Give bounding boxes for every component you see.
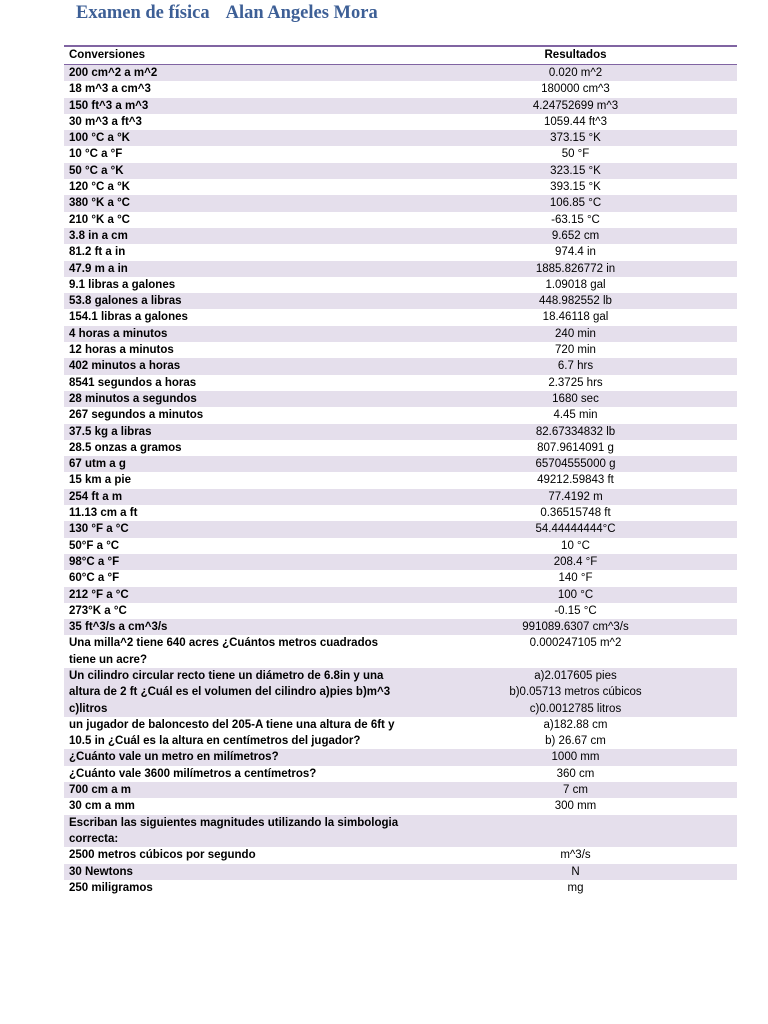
result-cell: -0.15 °C [414, 603, 737, 619]
result-cell: 240 min [414, 326, 737, 342]
table-row [64, 163, 737, 179]
table-row [64, 603, 737, 619]
result-cell: 180000 cm^3 [414, 81, 737, 97]
conversion-cell: 50 °C a °K [64, 163, 414, 179]
table-row [64, 342, 737, 358]
conversion-cell: 12 horas a minutos [64, 342, 414, 358]
cell-line: correcta: [69, 832, 119, 845]
table-row [64, 456, 737, 472]
cell-line: altura de 2 ft ¿Cuál es el volumen del cilindro a)pies b)m^3 [69, 686, 391, 699]
result-cell: 720 min [414, 342, 737, 358]
conversion-cell: 2500 metros cúbicos por segundo [64, 847, 414, 863]
result-cell: 4.24752699 m^3 [414, 98, 737, 114]
conversion-cell [64, 668, 414, 717]
cell-line: a)182.88 cm [543, 718, 608, 731]
table-row [64, 570, 737, 586]
table-row [64, 65, 737, 82]
cell-line: b)0.05713 metros cúbicos [509, 686, 642, 699]
table-row [64, 668, 737, 717]
result-cell: 9.652 cm [414, 228, 737, 244]
conversion-cell: 250 miligramos [64, 880, 414, 896]
table-row [64, 391, 737, 407]
result-cell [414, 668, 737, 717]
table-row [64, 815, 737, 848]
conversion-cell: 18 m^3 a cm^3 [64, 81, 414, 97]
table-header-row [64, 46, 737, 65]
result-cell: 448.982552 lb [414, 293, 737, 309]
result-cell: 65704555000 g [414, 456, 737, 472]
conversion-cell: 212 °F a °C [64, 587, 414, 603]
cell-line: un jugador de baloncesto del 205-A tiene una altura de 6ft y [69, 718, 395, 731]
conversion-cell: 30 cm a mm [64, 798, 414, 814]
result-cell: 54.44444444°C [414, 521, 737, 537]
header-resultados: Resultados [414, 46, 737, 65]
conversion-cell: 30 m^3 a ft^3 [64, 114, 414, 130]
result-cell: 0.36515748 ft [414, 505, 737, 521]
result-cell [414, 635, 737, 668]
table-row [64, 440, 737, 456]
exam-author: Alan Angeles Mora [225, 3, 378, 23]
result-cell: 807.9614091 g [414, 440, 737, 456]
cell-line: tiene un acre? [69, 653, 147, 666]
table-row [64, 326, 737, 342]
result-cell: 18.46118 gal [414, 309, 737, 325]
conversion-cell: 8541 segundos a horas [64, 375, 414, 391]
result-cell: 7 cm [414, 782, 737, 798]
table-row [64, 489, 737, 505]
result-cell: 49212.59843 ft [414, 472, 737, 488]
result-cell: 373.15 °K [414, 130, 737, 146]
table-row [64, 587, 737, 603]
cell-line: c)litros [69, 702, 108, 715]
table-row [64, 228, 737, 244]
table-row [64, 798, 737, 814]
result-cell: 50 °F [414, 146, 737, 162]
conversion-cell: 98°C a °F [64, 554, 414, 570]
table-row [64, 179, 737, 195]
conversion-cell: 150 ft^3 a m^3 [64, 98, 414, 114]
conversion-cell: 380 °K a °C [64, 195, 414, 211]
conversion-cell: 10 °C a °F [64, 146, 414, 162]
table-row [64, 538, 737, 554]
table-row [64, 261, 737, 277]
result-cell: 106.85 °C [414, 195, 737, 211]
result-cell: 1680 sec [414, 391, 737, 407]
result-cell: 6.7 hrs [414, 358, 737, 374]
result-cell: N [414, 864, 737, 880]
cell-line: 0.000247105 m^2 [529, 637, 622, 650]
result-cell: 82.67334832 lb [414, 424, 737, 440]
table-row [64, 81, 737, 97]
result-cell: 1885.826772 in [414, 261, 737, 277]
result-cell: m^3/s [414, 847, 737, 863]
conversion-cell: 11.13 cm a ft [64, 505, 414, 521]
cell-line: Un cilindro circular recto tiene un diámetro de 6.8in y una [69, 669, 384, 682]
conversion-cell: 9.1 libras a galones [64, 277, 414, 293]
table-row [64, 749, 737, 765]
table-row [64, 864, 737, 880]
table-row [64, 146, 737, 162]
result-cell: mg [414, 880, 737, 896]
conversion-cell: 130 °F a °C [64, 521, 414, 537]
result-cell [414, 815, 737, 848]
result-cell: 393.15 °K [414, 179, 737, 195]
conversion-cell: 50°F a °C [64, 538, 414, 554]
conversion-cell: 37.5 kg a libras [64, 424, 414, 440]
result-cell: 208.4 °F [414, 554, 737, 570]
conversions-table [64, 45, 737, 896]
table-row [64, 521, 737, 537]
table-row [64, 358, 737, 374]
result-cell: 140 °F [414, 570, 737, 586]
table-row [64, 635, 737, 668]
conversion-cell: 47.9 m a in [64, 261, 414, 277]
conversion-cell: 30 Newtons [64, 864, 414, 880]
table-row [64, 407, 737, 423]
table-row [64, 375, 737, 391]
conversion-cell: 67 utm a g [64, 456, 414, 472]
conversion-cell [64, 717, 414, 750]
table-row [64, 195, 737, 211]
table-row [64, 717, 737, 750]
table-row [64, 212, 737, 228]
result-cell: -63.15 °C [414, 212, 737, 228]
table-row [64, 277, 737, 293]
conversion-cell: 267 segundos a minutos [64, 407, 414, 423]
table-row [64, 424, 737, 440]
table-row [64, 130, 737, 146]
result-cell [414, 717, 737, 750]
conversion-cell: ¿Cuánto vale 3600 milímetros a centímetros? [64, 766, 414, 782]
conversion-cell: 3.8 in a cm [64, 228, 414, 244]
conversion-cell: 402 minutos a horas [64, 358, 414, 374]
cell-line: Una milla^2 tiene 640 acres ¿Cuántos metros cuadrados [69, 637, 379, 650]
table-row [64, 880, 737, 896]
conversion-cell: 60°C a °F [64, 570, 414, 586]
conversion-cell: 4 horas a minutos [64, 326, 414, 342]
table-row [64, 244, 737, 260]
table-row [64, 505, 737, 521]
conversion-cell: 28 minutos a segundos [64, 391, 414, 407]
cell-line: Escriban las siguientes magnitudes utilizando la simbologia [69, 816, 399, 829]
result-cell: 323.15 °K [414, 163, 737, 179]
conversion-cell [64, 815, 414, 848]
cell-line: 10.5 in ¿Cuál es la altura en centímetros del jugador? [69, 735, 361, 748]
exam-subject: Examen de física [76, 3, 210, 23]
conversion-cell: 273°K a °C [64, 603, 414, 619]
conversion-cell: 15 km a pie [64, 472, 414, 488]
conversion-cell: 28.5 onzas a gramos [64, 440, 414, 456]
result-cell: 100 °C [414, 587, 737, 603]
conversion-cell: 81.2 ft a in [64, 244, 414, 260]
conversion-cell: 100 °C a °K [64, 130, 414, 146]
conversion-cell: 700 cm a m [64, 782, 414, 798]
table-row [64, 782, 737, 798]
table-row [64, 472, 737, 488]
result-cell: 991089.6307 cm^3/s [414, 619, 737, 635]
result-cell: 10 °C [414, 538, 737, 554]
result-cell: 1000 mm [414, 749, 737, 765]
table-row [64, 114, 737, 130]
conversion-cell: 200 cm^2 a m^2 [64, 65, 414, 82]
conversion-cell: 120 °C a °K [64, 179, 414, 195]
cell-line: c)0.0012785 litros [529, 702, 622, 715]
conversion-cell: 210 °K a °C [64, 212, 414, 228]
result-cell: 300 mm [414, 798, 737, 814]
result-cell: 2.3725 hrs [414, 375, 737, 391]
table-row [64, 293, 737, 309]
table-row [64, 766, 737, 782]
result-cell: 974.4 in [414, 244, 737, 260]
result-cell: 0.020 m^2 [414, 65, 737, 82]
cell-line: a)2.017605 pies [534, 669, 617, 682]
table-row [64, 619, 737, 635]
table-row [64, 98, 737, 114]
conversion-cell: 254 ft a m [64, 489, 414, 505]
document-title [76, 3, 378, 24]
conversion-cell: 35 ft^3/s a cm^3/s [64, 619, 414, 635]
result-cell: 77.4192 m [414, 489, 737, 505]
conversion-cell [64, 635, 414, 668]
result-cell: 4.45 min [414, 407, 737, 423]
conversion-cell: 53.8 galones a libras [64, 293, 414, 309]
header-conversiones: Conversiones [64, 46, 414, 65]
table-row [64, 309, 737, 325]
table-row [64, 847, 737, 863]
cell-line [414, 815, 737, 831]
result-cell: 1.09018 gal [414, 277, 737, 293]
conversion-cell: ¿Cuánto vale un metro en milímetros? [64, 749, 414, 765]
table-row [64, 554, 737, 570]
conversion-cell: 154.1 libras a galones [64, 309, 414, 325]
result-cell: 1059.44 ft^3 [414, 114, 737, 130]
cell-line: b) 26.67 cm [545, 735, 606, 748]
table-body [64, 65, 737, 897]
result-cell: 360 cm [414, 766, 737, 782]
